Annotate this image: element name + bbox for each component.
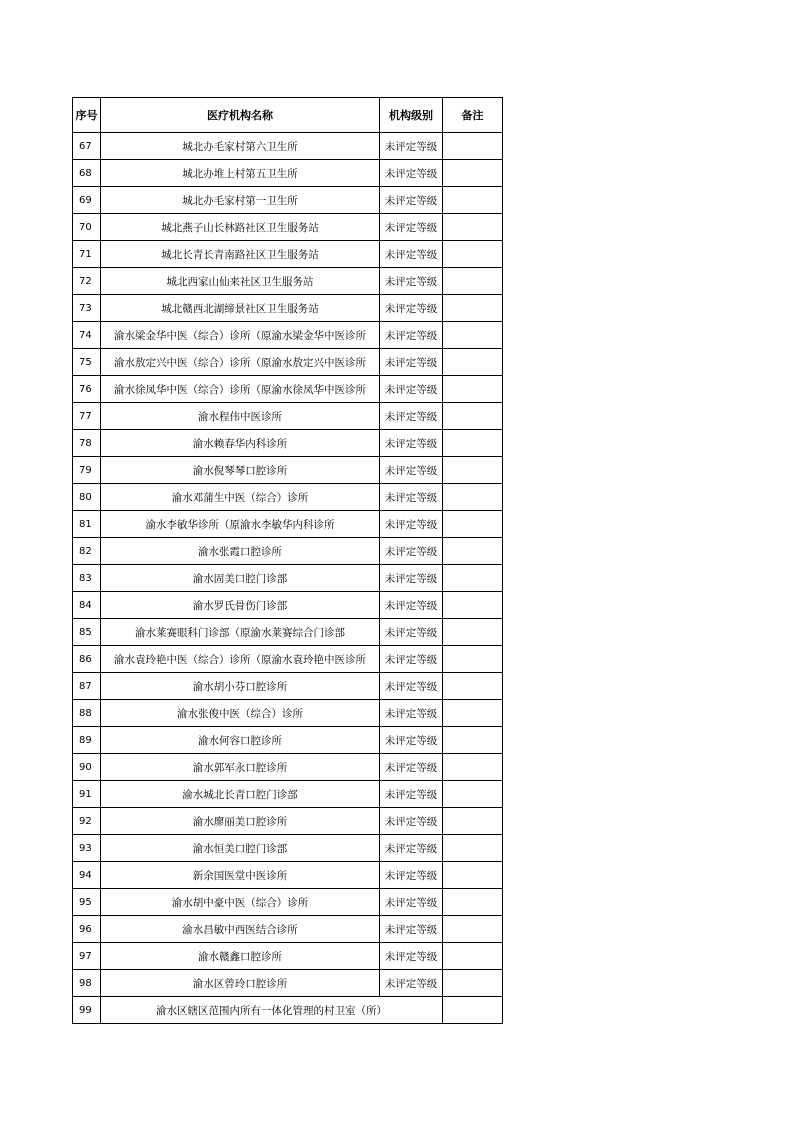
- cell-name: 渝水倪琴琴口腔诊所: [101, 457, 380, 484]
- cell-note: [443, 916, 503, 943]
- table-row: [73, 187, 503, 214]
- cell-name: 渝水昌敏中西医结合诊所: [101, 916, 380, 943]
- cell-level: 未评定等级: [380, 268, 443, 295]
- cell-seq: 82: [73, 538, 101, 565]
- cell-seq: 69: [73, 187, 101, 214]
- cell-note: [443, 862, 503, 889]
- cell-name: 城北办毛家村第六卫生所: [101, 133, 380, 160]
- cell-note: [443, 160, 503, 187]
- cell-level: 未评定等级: [380, 160, 443, 187]
- cell-note: [443, 295, 503, 322]
- cell-name: 渝水恒美口腔门诊部: [101, 835, 380, 862]
- cell-seq: 73: [73, 295, 101, 322]
- cell-name: 渝水程伟中医诊所: [101, 403, 380, 430]
- cell-note: [443, 592, 503, 619]
- cell-note: [443, 241, 503, 268]
- cell-level: 未评定等级: [380, 349, 443, 376]
- cell-level: 未评定等级: [380, 484, 443, 511]
- header-name: 医疗机构名称: [101, 98, 380, 133]
- table-row: [73, 160, 503, 187]
- cell-note: [443, 970, 503, 997]
- cell-note: [443, 781, 503, 808]
- cell-note: [443, 727, 503, 754]
- cell-name: 渝水何容口腔诊所: [101, 727, 380, 754]
- cell-level: 未评定等级: [380, 754, 443, 781]
- table-row: [73, 511, 503, 538]
- cell-note: [443, 565, 503, 592]
- table-row: [73, 754, 503, 781]
- cell-level: 未评定等级: [380, 592, 443, 619]
- table-row: [73, 565, 503, 592]
- cell-seq: 71: [73, 241, 101, 268]
- cell-name: 渝水赣鑫口腔诊所: [101, 943, 380, 970]
- cell-seq: 80: [73, 484, 101, 511]
- cell-seq: 97: [73, 943, 101, 970]
- cell-note: [443, 646, 503, 673]
- cell-seq: 78: [73, 430, 101, 457]
- cell-level: 未评定等级: [380, 700, 443, 727]
- cell-seq: 98: [73, 970, 101, 997]
- table-header-row: [73, 98, 503, 133]
- institution-table: [72, 97, 503, 1024]
- table-row: [73, 349, 503, 376]
- table-row: [73, 295, 503, 322]
- cell-note: [443, 430, 503, 457]
- cell-name: 渝水郭军永口腔诊所: [101, 754, 380, 781]
- cell-level: 未评定等级: [380, 862, 443, 889]
- table-row: [73, 862, 503, 889]
- cell-level: 未评定等级: [380, 673, 443, 700]
- cell-name: 渝水张霞口腔诊所: [101, 538, 380, 565]
- cell-name: 渝水廖丽美口腔诊所: [101, 808, 380, 835]
- cell-note: [443, 484, 503, 511]
- cell-seq: 83: [73, 565, 101, 592]
- cell-name: 城北办堆上村第五卫生所: [101, 160, 380, 187]
- table-row: [73, 484, 503, 511]
- cell-seq: 68: [73, 160, 101, 187]
- cell-level: 未评定等级: [380, 538, 443, 565]
- cell-name: 渝水袁玲艳中医（综合）诊所（原渝水袁玲艳中医诊所: [101, 646, 380, 673]
- cell-seq: 84: [73, 592, 101, 619]
- cell-level: 未评定等级: [380, 133, 443, 160]
- table-body: [73, 133, 503, 1024]
- cell-name: 渝水敖定兴中医（综合）诊所（原渝水敖定兴中医诊所: [101, 349, 380, 376]
- cell-level: 未评定等级: [380, 322, 443, 349]
- table-row: [73, 457, 503, 484]
- table-row: [73, 592, 503, 619]
- table-row: [73, 619, 503, 646]
- cell-seq: 75: [73, 349, 101, 376]
- cell-seq: 90: [73, 754, 101, 781]
- cell-seq: 70: [73, 214, 101, 241]
- cell-name: 渝水城北长青口腔门诊部: [101, 781, 380, 808]
- cell-seq: 94: [73, 862, 101, 889]
- table-row: [73, 835, 503, 862]
- cell-note: [443, 619, 503, 646]
- header-level: 机构级别: [380, 98, 443, 133]
- cell-seq: 72: [73, 268, 101, 295]
- cell-level: 未评定等级: [380, 646, 443, 673]
- table-row: [73, 376, 503, 403]
- table-row: [73, 403, 503, 430]
- cell-seq: 99: [73, 997, 101, 1024]
- cell-level: 未评定等级: [380, 430, 443, 457]
- cell-level: 未评定等级: [380, 241, 443, 268]
- table-row: [73, 646, 503, 673]
- cell-name: 渝水邓蒲生中医（综合）诊所: [101, 484, 380, 511]
- table-row: [73, 943, 503, 970]
- cell-note: [443, 349, 503, 376]
- cell-note: [443, 835, 503, 862]
- cell-name: 渝水罗氏骨伤门诊部: [101, 592, 380, 619]
- cell-level: 未评定等级: [380, 214, 443, 241]
- cell-seq: 81: [73, 511, 101, 538]
- cell-note: [443, 700, 503, 727]
- cell-level: 未评定等级: [380, 457, 443, 484]
- cell-note: [443, 538, 503, 565]
- cell-name: 新余国医堂中医诊所: [101, 862, 380, 889]
- table-row-final: [73, 997, 503, 1024]
- cell-seq: 76: [73, 376, 101, 403]
- cell-seq: 91: [73, 781, 101, 808]
- cell-name: 渝水固美口腔门诊部: [101, 565, 380, 592]
- cell-note: [443, 457, 503, 484]
- table-row: [73, 781, 503, 808]
- cell-level: 未评定等级: [380, 889, 443, 916]
- cell-note: [443, 673, 503, 700]
- cell-level: 未评定等级: [380, 781, 443, 808]
- cell-note: [443, 403, 503, 430]
- cell-level: 未评定等级: [380, 619, 443, 646]
- cell-note: [443, 889, 503, 916]
- cell-seq: 87: [73, 673, 101, 700]
- cell-level: 未评定等级: [380, 943, 443, 970]
- cell-name: 渝水张俊中医（综合）诊所: [101, 700, 380, 727]
- cell-note: [443, 997, 503, 1024]
- cell-seq: 95: [73, 889, 101, 916]
- cell-level: 未评定等级: [380, 295, 443, 322]
- cell-note: [443, 511, 503, 538]
- cell-level: 未评定等级: [380, 565, 443, 592]
- cell-seq: 93: [73, 835, 101, 862]
- cell-seq: 85: [73, 619, 101, 646]
- cell-seq: 92: [73, 808, 101, 835]
- table-row: [73, 916, 503, 943]
- cell-seq: 89: [73, 727, 101, 754]
- cell-name: 城北赣西北湖缔景社区卫生服务站: [101, 295, 380, 322]
- cell-name: 渝水胡中豪中医（综合）诊所: [101, 889, 380, 916]
- cell-note: [443, 808, 503, 835]
- cell-level: 未评定等级: [380, 835, 443, 862]
- table-row: [73, 430, 503, 457]
- cell-level: 未评定等级: [380, 970, 443, 997]
- cell-note: [443, 133, 503, 160]
- cell-seq: 67: [73, 133, 101, 160]
- cell-level: 未评定等级: [380, 808, 443, 835]
- cell-name: 渝水胡小芬口腔诊所: [101, 673, 380, 700]
- table-row: [73, 538, 503, 565]
- cell-seq: 88: [73, 700, 101, 727]
- cell-seq: 79: [73, 457, 101, 484]
- table-row: [73, 133, 503, 160]
- cell-name: 城北燕子山长林路社区卫生服务站: [101, 214, 380, 241]
- cell-level: 未评定等级: [380, 376, 443, 403]
- cell-seq: 77: [73, 403, 101, 430]
- table-row: [73, 214, 503, 241]
- cell-note: [443, 268, 503, 295]
- header-seq: 序号: [73, 98, 101, 133]
- table-row: [73, 889, 503, 916]
- table-row: [73, 970, 503, 997]
- cell-level: 未评定等级: [380, 511, 443, 538]
- cell-name: 城北办毛家村第一卫生所: [101, 187, 380, 214]
- table-row: [73, 727, 503, 754]
- table-row: [73, 700, 503, 727]
- table-row: [73, 808, 503, 835]
- cell-note: [443, 322, 503, 349]
- cell-seq: 86: [73, 646, 101, 673]
- cell-name: 渝水梁金华中医（综合）诊所（原渝水梁金华中医诊所: [101, 322, 380, 349]
- table-row: [73, 322, 503, 349]
- cell-name: 渝水赖春华内科诊所: [101, 430, 380, 457]
- cell-level: 未评定等级: [380, 727, 443, 754]
- cell-level: 未评定等级: [380, 916, 443, 943]
- cell-note: [443, 943, 503, 970]
- cell-seq: 96: [73, 916, 101, 943]
- cell-level: 未评定等级: [380, 187, 443, 214]
- cell-name: 渝水区曾玲口腔诊所: [101, 970, 380, 997]
- table-row: [73, 673, 503, 700]
- header-note: 备注: [443, 98, 503, 133]
- cell-level: 未评定等级: [380, 403, 443, 430]
- cell-note: [443, 754, 503, 781]
- cell-name: 渝水徐凤华中医（综合）诊所（原渝水徐凤华中医诊所: [101, 376, 380, 403]
- cell-name-merged: 渝水区辖区范围内所有一体化管理的村卫室（所）: [101, 997, 443, 1024]
- table-row: [73, 268, 503, 295]
- cell-seq: 74: [73, 322, 101, 349]
- cell-note: [443, 214, 503, 241]
- cell-name: 城北西家山仙来社区卫生服务站: [101, 268, 380, 295]
- table-row: [73, 241, 503, 268]
- cell-note: [443, 376, 503, 403]
- cell-note: [443, 187, 503, 214]
- cell-name: 渝水莱赛眼科门诊部（原渝水莱赛综合门诊部: [101, 619, 380, 646]
- cell-name: 渝水李敏华诊所（原渝水李敏华内科诊所: [101, 511, 380, 538]
- cell-name: 城北长青长青南路社区卫生服务站: [101, 241, 380, 268]
